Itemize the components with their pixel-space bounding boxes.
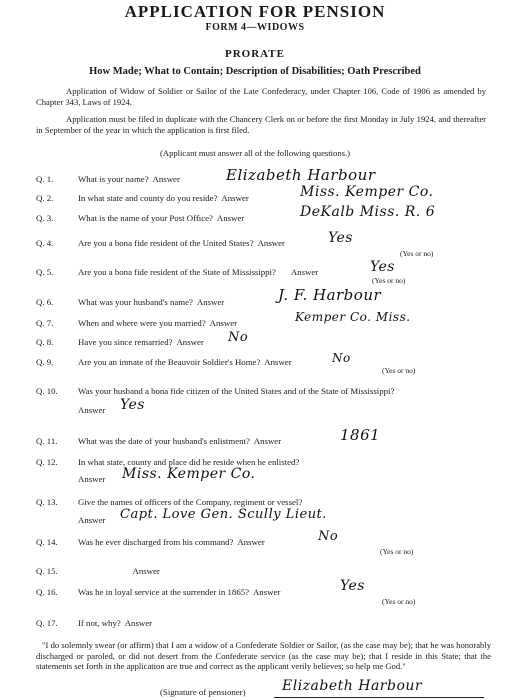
answer-post-office: DeKalb Miss. R. 6 [300,204,436,220]
answer-enlistment-date: 1861 [340,426,381,444]
question-4 [36,238,285,248]
question-number: Q. 13. [36,497,58,507]
question-number: Q. 15. [36,566,58,576]
question-text: If not, why? [78,618,121,628]
question-text: Have you since remarried? [78,337,173,347]
answer-label: Answer [78,515,106,525]
question-7 [36,318,237,328]
answer-label: Answer [264,357,292,367]
question-number: Q. 11. [36,436,58,446]
yes-no-hint: (Yes or no) [382,597,416,606]
answer-label: Answer [252,587,281,597]
signature-line [274,697,484,698]
question-text: Was your husband a bona fide citizen of the United States and of the State of Mississippi? [78,386,395,396]
answer-discharged: No [318,529,339,544]
intro-paragraph-2: Application must be filed in duplicate with the Chancery Clerk on or before the first Monday in July 1924, and thereafter in September of the year in which the application is first filed. [36,114,486,135]
answer-label: Answer [257,238,285,248]
prorate-heading: PRORATE [225,48,285,60]
question-5 [36,267,318,277]
answer-enlistment-place: Miss. Kemper Co. [122,466,256,482]
question-text: Was he in loyal service at the surrender in 1865? [78,587,250,597]
answer-label: Answer [124,618,153,628]
form-title: APPLICATION FOR PENSION [124,2,386,21]
question-number: Q. 3. [36,213,54,223]
question-number: Q. 14. [36,537,58,547]
answer-label: Answer [176,337,204,347]
question-number: Q. 8. [36,337,54,347]
question-text: Are you a bona fide resident of the State of Mississippi? [78,267,276,277]
question-17 [36,618,152,628]
question-text: When and where were you married? [78,318,206,328]
question-number: Q. 2. [36,193,54,203]
question-text: Give the names of officers of the Company, regiment or vessel? [78,497,303,507]
answer-label: Answer [152,174,180,184]
answer-label: Answer [221,193,249,203]
question-number: Q. 12. [36,457,58,467]
answer-officers: Capt. Love Gen. Scully Lieut. [120,507,327,522]
question-text: What was the date of your husband's enlistment? [78,436,250,446]
answer-label: Answer [78,405,106,415]
answer-husband-name: J. F. Harbour [278,286,382,304]
question-number: Q. 17. [36,618,58,628]
answer-label: Answer [209,318,238,328]
intro-paragraph-1: Application of Widow of Soldier or Sailor of the Late Confederacy, under Chapter 106, Code of 1906 as amended by Chapter 343, Laws of 1924. [36,86,486,107]
signature-label: (Signature of pensioner) [160,687,246,697]
answer-loyal-service: Yes [340,578,365,594]
question-13 [36,497,302,507]
answer-label: Answer [290,267,319,277]
question-text: What was your husband's name? [78,297,193,307]
question-2 [36,193,249,203]
question-number: Q. 10. [36,386,58,396]
question-3 [36,213,244,223]
answer-label: Answer [253,436,282,446]
question-number: Q. 7. [36,318,54,328]
answer-label: Answer [78,474,106,484]
yes-no-hint: (Yes or no) [382,366,416,375]
oath-text: "I do solemnly swear (or affirm) that I am a widow of a Confederate Soldier or Sailor, (as the case may be); that he was honorably discharged or paroled, or did not desert from the Confederate service (as the case may be); that I reside in this State; that the statements set forth in the application are true and correct as the applicant verily believes; so help me God." [36,640,491,671]
question-text: What is your name? [78,174,149,184]
question-9 [36,357,292,367]
answer-citizen: Yes [120,397,145,413]
answer-inmate: No [332,351,351,365]
question-14 [36,537,265,547]
question-1 [36,174,180,184]
answer-label: Answer [237,537,265,547]
question-6 [36,297,224,307]
question-16 [36,587,280,597]
yes-no-hint: (Yes or no) [372,276,406,285]
question-10 [36,386,394,396]
question-number: Q. 5. [36,267,54,277]
form-subtitle: How Made; What to Contain; Description of Disabilities; Oath Prescribed [89,66,421,77]
question-number: Q. 16. [36,587,58,597]
answer-label: Answer [216,213,245,223]
answer-ms-resident: Yes [370,259,395,275]
pensioner-signature: Elizabeth Harbour [282,678,423,694]
answer-name: Elizabeth Harbour [226,166,376,184]
yes-no-hint: (Yes or no) [400,249,434,258]
question-text: Are you an inmate of the Beauvoir Soldier's Home? [78,357,261,367]
yes-no-hint: (Yes or no) [380,547,414,556]
question-8 [36,337,204,347]
question-11 [36,436,281,446]
question-text: Are you a bona fide resident of the United States? [78,238,254,248]
answer-marriage: Kemper Co. Miss. [295,310,411,324]
question-text: In what state and county do you reside? [78,193,218,203]
answer-residence: Miss. Kemper Co. [300,184,434,200]
question-text: What is the name of your Post Office? [78,213,213,223]
answer-us-resident: Yes [328,230,353,246]
question-number: Q. 1. [36,174,54,184]
question-text: Was he ever discharged from his command? [78,537,234,547]
question-number: Q. 6. [36,297,54,307]
answer-label: Answer [132,566,160,576]
question-number: Q. 4. [36,238,54,248]
question-number: Q. 9. [36,357,54,367]
answer-remarried: No [228,330,249,345]
instructions-note: (Applicant must answer all of the following questions.) [160,148,350,158]
question-15 [36,566,160,576]
form-number: FORM 4—WIDOWS [205,22,305,33]
question-text: In what state, county and place did he reside when he enlisted? [78,457,300,467]
answer-label: Answer [196,297,225,307]
